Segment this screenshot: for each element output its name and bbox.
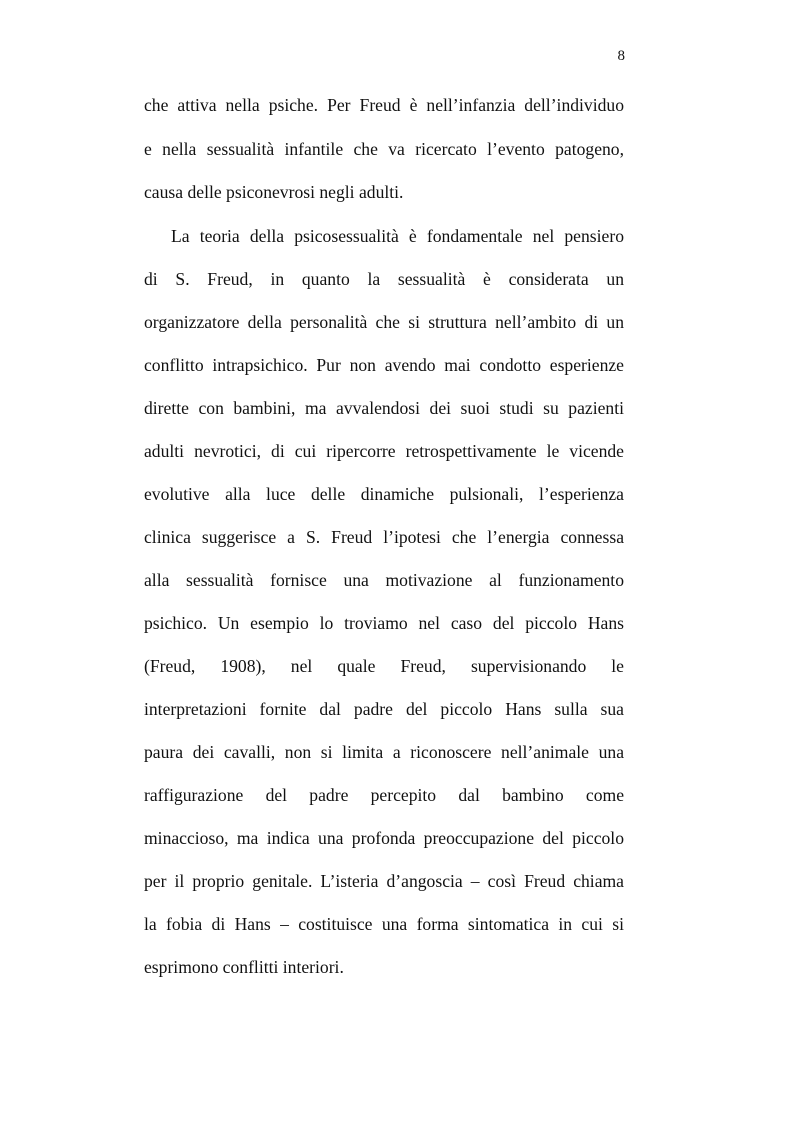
text-line: per il proprio genitale. L’isteria d’angoscia – così Freud chiama [144, 871, 624, 891]
text-line: (Freud, 1908), nel quale Freud, supervisionando le [144, 656, 624, 676]
text-line: adulti nevrotici, di cui ripercorre retrospettivamente le vicende [144, 441, 624, 461]
text-line: interpretazioni fornite dal padre del piccolo Hans sulla sua [144, 699, 624, 719]
text-line: conflitto intrapsichico. Pur non avendo mai condotto esperienze [144, 355, 624, 375]
text-line: clinica suggerisce a S. Freud l’ipotesi che l’energia connessa [144, 527, 624, 547]
page-number: 8 [617, 48, 625, 64]
text-line: paura dei cavalli, non si limita a riconoscere nell’animale una [144, 742, 624, 762]
text-line: dirette con bambini, ma avvalendosi dei suoi studi su pazienti [144, 398, 624, 418]
text-line: causa delle psiconevrosi negli adulti. [144, 182, 404, 202]
text-line: esprimono conflitti interiori. [144, 957, 344, 977]
text-line: che attiva nella psiche. Per Freud è nell’infanzia dell’individuo [144, 95, 624, 115]
text-line: psichico. Un esempio lo troviamo nel caso del piccolo Hans [144, 613, 624, 633]
text-line: La teoria della psicosessualità è fondamentale nel pensiero [171, 226, 624, 246]
text-line: la fobia di Hans – costituisce una forma sintomatica in cui si [144, 914, 624, 934]
text-line: e nella sessualità infantile che va ricercato l’evento patogeno, [144, 139, 624, 159]
text-line: raffigurazione del padre percepito dal bambino come [144, 785, 624, 805]
text-line: evolutive alla luce delle dinamiche pulsionali, l’esperienza [144, 484, 624, 504]
text-line: minaccioso, ma indica una profonda preoccupazione del piccolo [144, 828, 624, 848]
text-line: organizzatore della personalità che si struttura nell’ambito di un [144, 312, 624, 332]
text-line: di S. Freud, in quanto la sessualità è considerata un [144, 269, 624, 289]
text-line: alla sessualità fornisce una motivazione al funzionamento [144, 570, 624, 590]
